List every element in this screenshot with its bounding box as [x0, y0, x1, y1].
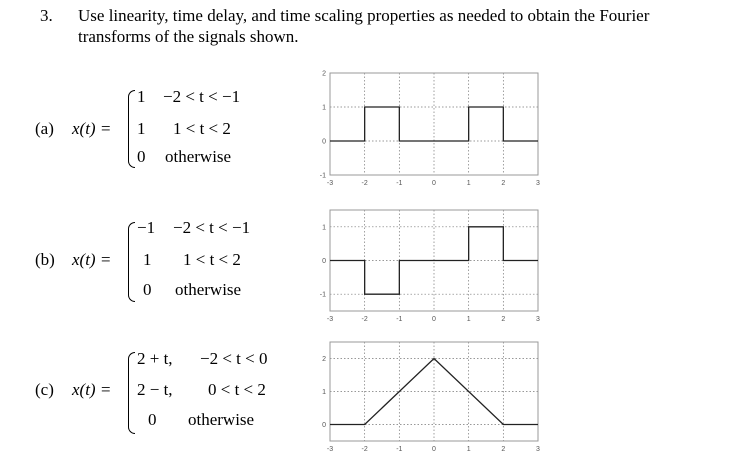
brace: [128, 90, 135, 168]
case-value: 1: [137, 119, 146, 138]
x-tick-label: -2: [361, 180, 368, 187]
plot-c: [310, 335, 550, 460]
equation-lhs: x(t) =: [72, 119, 112, 138]
case-condition: otherwise: [175, 280, 242, 299]
x-tick-label: 2: [501, 446, 506, 453]
x-tick-label: 3: [536, 446, 540, 453]
case-condition: otherwise: [165, 147, 232, 166]
plot-b: [310, 200, 550, 325]
x-tick-label: -3: [326, 180, 334, 187]
case-value: 1: [137, 87, 146, 106]
plot-a: [310, 65, 550, 195]
case-value: 2 + t,: [137, 349, 173, 368]
equation-lhs: x(t) =: [72, 250, 112, 269]
x-tick-label: -1: [396, 446, 403, 453]
problem-text-line1: Use linearity, time delay, and time scaling properties as needed to obtain the Fourier: [78, 6, 650, 25]
y-tick-label: 1: [322, 389, 326, 396]
part-label: (b): [35, 250, 55, 269]
y-tick-label: 0: [322, 422, 326, 429]
case-value: −1: [137, 218, 156, 237]
y-tick-label: -1: [319, 172, 326, 180]
problem-text-line2: transforms of the signals shown.: [78, 27, 299, 46]
x-tick-label: 3: [536, 180, 540, 187]
equation-lhs: x(t) =: [72, 380, 112, 399]
case-condition: 0 < t < 2: [208, 380, 266, 399]
y-tick-label: 0: [322, 138, 326, 146]
x-tick-label: -2: [361, 446, 368, 453]
brace: [128, 352, 135, 434]
x-tick-label: 1: [466, 180, 471, 187]
x-tick-label: -1: [396, 180, 403, 187]
x-tick-label: -3: [326, 446, 334, 453]
case-condition: 1 < t < 2: [183, 250, 241, 269]
case-value: 1: [143, 250, 152, 269]
case-value: 2 − t,: [137, 380, 173, 399]
case-condition: otherwise: [188, 410, 255, 429]
y-tick-label: 2: [322, 70, 326, 78]
case-value: 0: [137, 147, 146, 166]
x-tick-label: -1: [396, 316, 403, 323]
x-tick-label: 2: [501, 180, 506, 187]
x-tick-label: 2: [501, 316, 506, 323]
y-tick-label: 1: [322, 104, 326, 112]
x-tick-label: 0: [432, 316, 436, 323]
case-condition: −2 < t < −1: [163, 87, 241, 106]
part-label: (c): [35, 380, 54, 399]
case-condition: −2 < t < −1: [173, 218, 251, 237]
case-condition: −2 < t < 0: [200, 349, 268, 368]
x-tick-label: 1: [466, 446, 471, 453]
x-tick-label: -3: [326, 316, 334, 323]
y-tick-label: 2: [322, 356, 326, 363]
x-tick-label: 0: [432, 180, 436, 187]
x-tick-label: 0: [432, 446, 436, 453]
part-label: (a): [35, 119, 54, 138]
case-value: 0: [143, 280, 152, 299]
brace: [128, 222, 135, 302]
y-tick-label: 0: [322, 258, 326, 265]
problem-number: 3.: [40, 6, 53, 25]
x-tick-label: 3: [536, 316, 540, 323]
case-condition: 1 < t < 2: [173, 119, 231, 138]
x-tick-label: -2: [361, 316, 368, 323]
y-tick-label: -1: [319, 291, 326, 299]
case-value: 0: [148, 410, 157, 429]
y-tick-label: 1: [322, 224, 326, 232]
x-tick-label: 1: [466, 316, 471, 323]
